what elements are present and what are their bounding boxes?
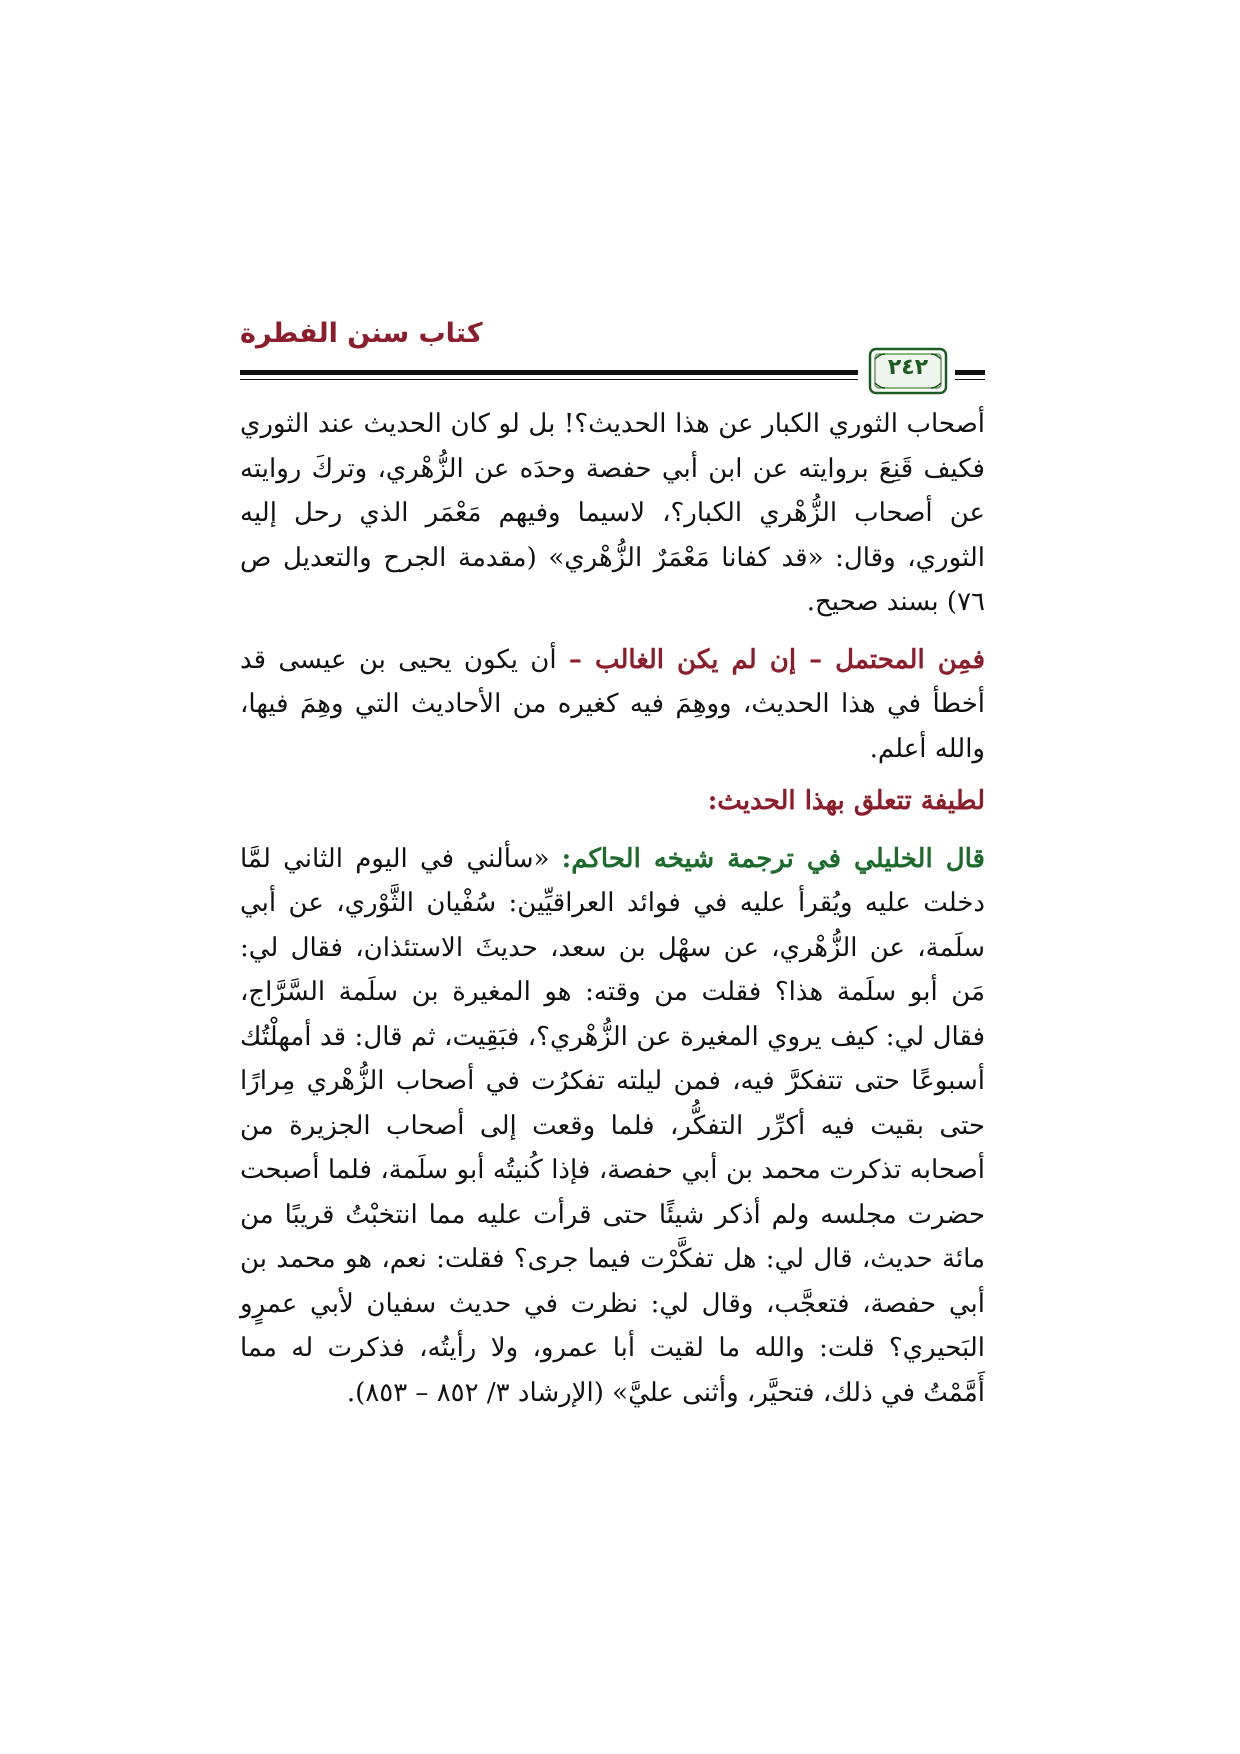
header-rule-thick — [240, 370, 858, 375]
paragraph-1: أصحاب الثوري الكبار عن هذا الحديث؟! بل لو كان الحديث عند الثوري فكيف قَنِعَ بروايته عن ابن أبي حفصة وحدَه عن الزُّهْري، وتركَ روايته عن أصحاب الزُّهْري الكبار؟، لاسيما وفيهم مَعْمَر الذي رحل إليه الثوري، وقال: «قد كفانا مَعْمَرٌ الزُّهْري» (مقدمة الجرح والتعديل ص ٧٦) بسند صحيح. — [240, 409, 985, 617]
paragraph-2 — [240, 638, 985, 772]
page-number-badge — [868, 347, 948, 395]
paragraph-2-text: أن يكون يحيى بن عيسى قد أخطأ في هذا الحديث، ووهِمَ فيه كغيره من الأحاديث التي وهِمَ فيها، والله أعلم. — [240, 644, 985, 764]
section-heading: لطيفة تتعلق بهذا الحديث: — [707, 786, 985, 816]
header-rule-thin — [240, 379, 858, 380]
paragraph-2-lead: فمِن المحتمل – إن لم يكن الغالب – — [568, 644, 986, 675]
main-text — [240, 402, 985, 1415]
paragraph-3-lead: قال الخليلي في ترجمة شيخه الحاكم: — [561, 843, 985, 874]
header-rule-left-thin — [955, 379, 985, 380]
paragraph-3-text: «سألني في اليوم الثاني لمَّا دخلت عليه ويُقرأ عليه في فوائد العراقيِّين: سُفْيان الثَّوْري، عن أبي سلَمة، عن الزُّهْري، عن سهْل بن سعد، حديثَ الاستئذان، فقال لي: مَن أبو سلَمة هذا؟ فقلت من وقته: هو المغيرة بن سلَمة السَّرَّاج، فقال لي: كيف يروي المغيرة عن الزُّهْري؟، فبَقِيت، ثم قال: قد أمهلْتُك أسبوعًا حتى تتفكرَّ فيه، فمن ليلته تفكرُت في أصحاب الزُّهْري مِرارًا حتى بقيت فيه أكرِّر التفكُّر، فلما وقعت إلى أصحاب الجزيرة من أصحابه تذكرت محمد بن أبي حفصة، فإذا كُنيتُه أبو سلَمة، فلما أصبحت حضرت مجلسه ولم أذكر شيئًا حتى قرأت عليه مما انتخبْتُ قريبًا من مائة حديث، قال لي: هل تفكَّرْت فيما جرى؟ فقلت: نعم، هو محمد بن أبي حفصة، فتعجَّب، وقال لي: نظرت في حديث سفيان لأبي عمرٍو البَحيري؟ قلت: والله ما لقيت أبا عمرو، ولا رأيتُه، فذكرت له مما أَمَّمْتُ في ذلك، فتحيَّر، وأثنى عليَّ» (الإرشاد ٣/ ٨٥٢ – ٨٥٣). — [240, 843, 985, 1408]
header-rule-left-thick — [955, 370, 985, 375]
page-number: ٢٤٢ — [887, 355, 929, 380]
book-title: كتاب سنن الفطرة — [240, 318, 483, 349]
paragraph-3 — [240, 837, 985, 1416]
